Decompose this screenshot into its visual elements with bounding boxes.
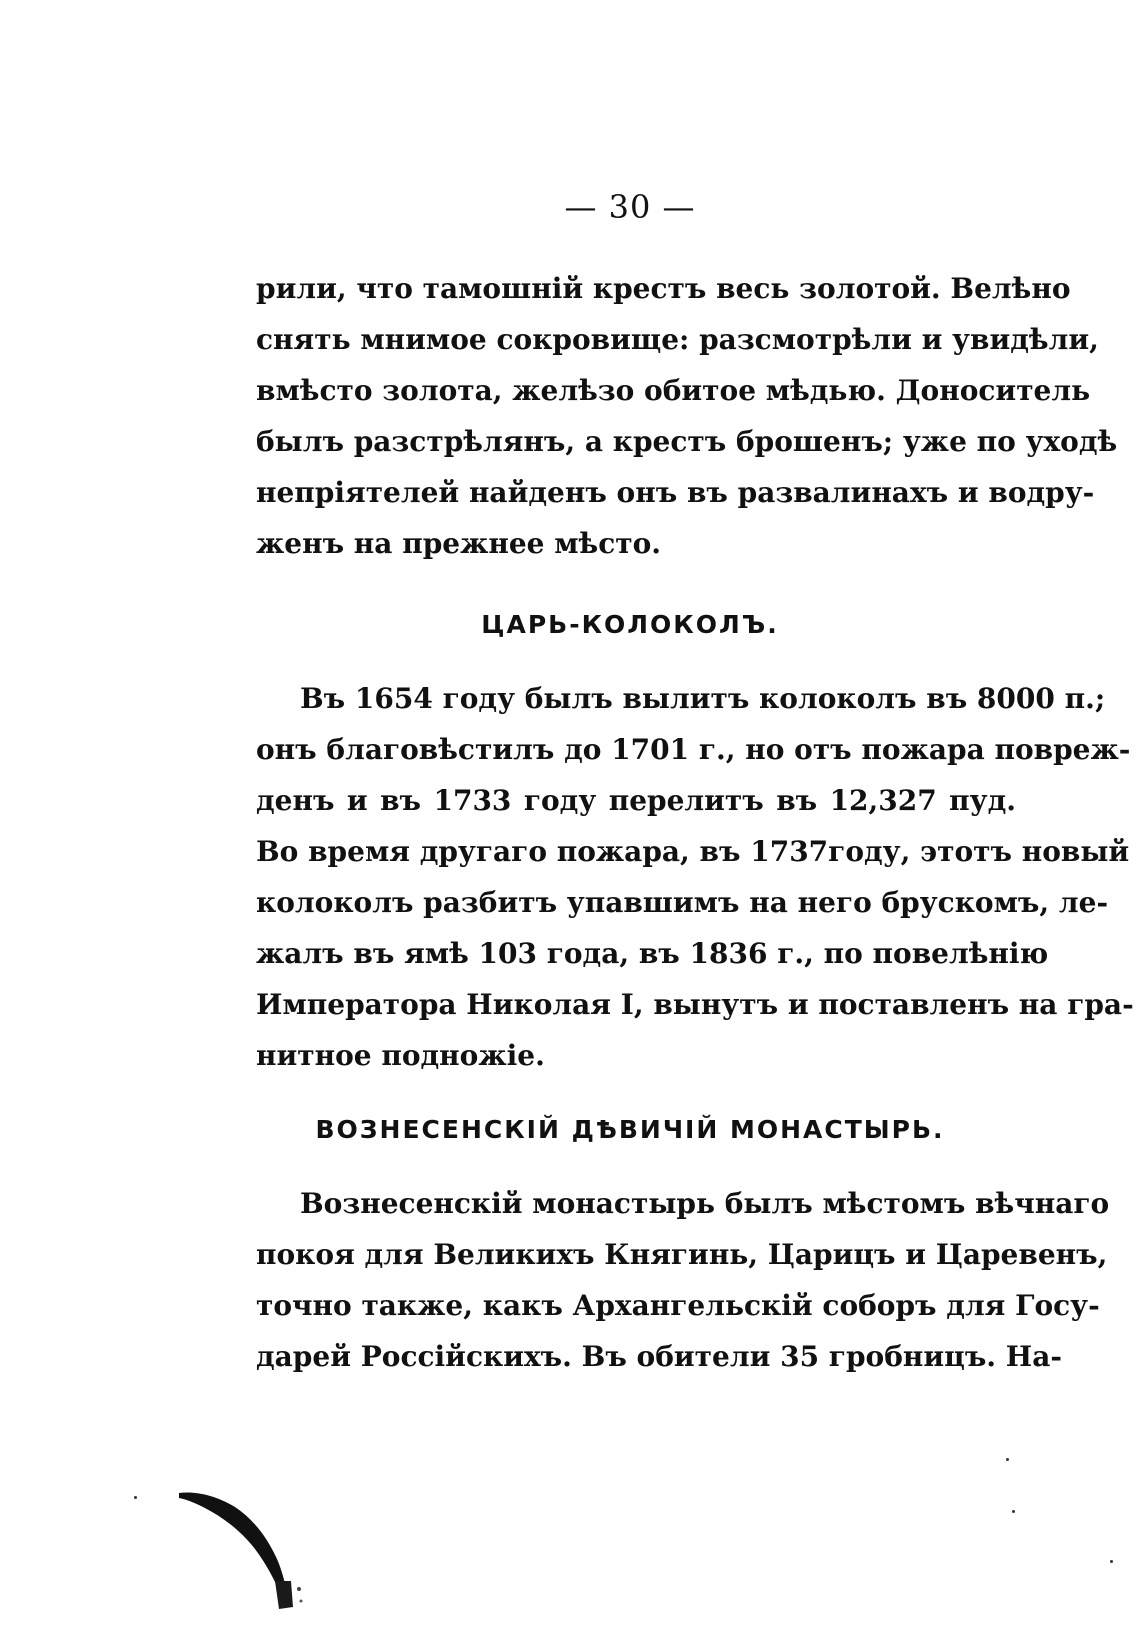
text-line: Во время другаго пожара, въ 1737году, этотъ новый	[256, 835, 1130, 868]
paragraph-ascension-convent	[256, 1178, 1110, 1382]
text-line: непріятелей найденъ онъ въ развалинахъ и водру-	[256, 476, 1095, 509]
text-line: колоколъ разбитъ упавшимъ на него брускомъ, ле-	[256, 886, 1109, 919]
text-line: дарей Россійскихъ. Въ обители 35 гробницъ. На-	[256, 1340, 1063, 1373]
text-line: денъ и въ 1733 году перелитъ въ 12,327 пуд.	[256, 784, 1016, 817]
text-line: женъ на прежнее мѣсто.	[256, 527, 662, 560]
speck	[1110, 1560, 1113, 1563]
text-line: Вознесенскій монастырь былъ мѣстомъ вѣчнаго	[300, 1187, 1110, 1220]
text-line: вмѣсто золота, желѣзо обитое мѣдью. Доноситель	[256, 374, 1091, 407]
speck	[134, 1496, 137, 1499]
ink-smudge-mark	[175, 1485, 315, 1615]
text-line: рили, что тамошній крестъ весь золотой. Велѣно	[256, 272, 1071, 305]
speck	[1006, 1458, 1009, 1461]
text-line: былъ разстрѣлянъ, а крестъ брошенъ; уже по уходѣ	[256, 425, 1118, 458]
speck	[1012, 1510, 1015, 1513]
text-line: Въ 1654 году былъ вылитъ колоколъ въ 8000 п.;	[300, 682, 1106, 715]
paragraph-cross	[256, 263, 1118, 569]
text-line: снять мнимое сокровище: разсмотрѣли и увидѣли,	[256, 323, 1099, 356]
paragraph-tsar-bell	[256, 673, 1134, 1081]
text-line: жалъ въ ямѣ 103 года, въ 1836 г., по повелѣнію	[256, 937, 1049, 970]
text-line: нитное подножіе.	[256, 1039, 545, 1072]
text-line: онъ благовѣстилъ до 1701 г., но отъ пожара повреж-	[256, 733, 1131, 766]
text-line: покоя для Великихъ Княгинь, Царицъ и Царевенъ,	[256, 1238, 1108, 1271]
page-number: — 30 —	[564, 188, 696, 226]
section-heading-ascension-convent: ВОЗНЕСЕНСКІЙ ДѢВИЧІЙ МОНАСТЫРЬ.	[315, 1115, 945, 1144]
section-heading-tsar-bell: ЦАРЬ-КОЛОКОЛЪ.	[481, 610, 779, 639]
text-line: Императора Николая I, вынутъ и поставленъ на гра-	[256, 988, 1134, 1021]
text-line: точно также, какъ Архангельскій соборъ для Госу-	[256, 1289, 1100, 1322]
